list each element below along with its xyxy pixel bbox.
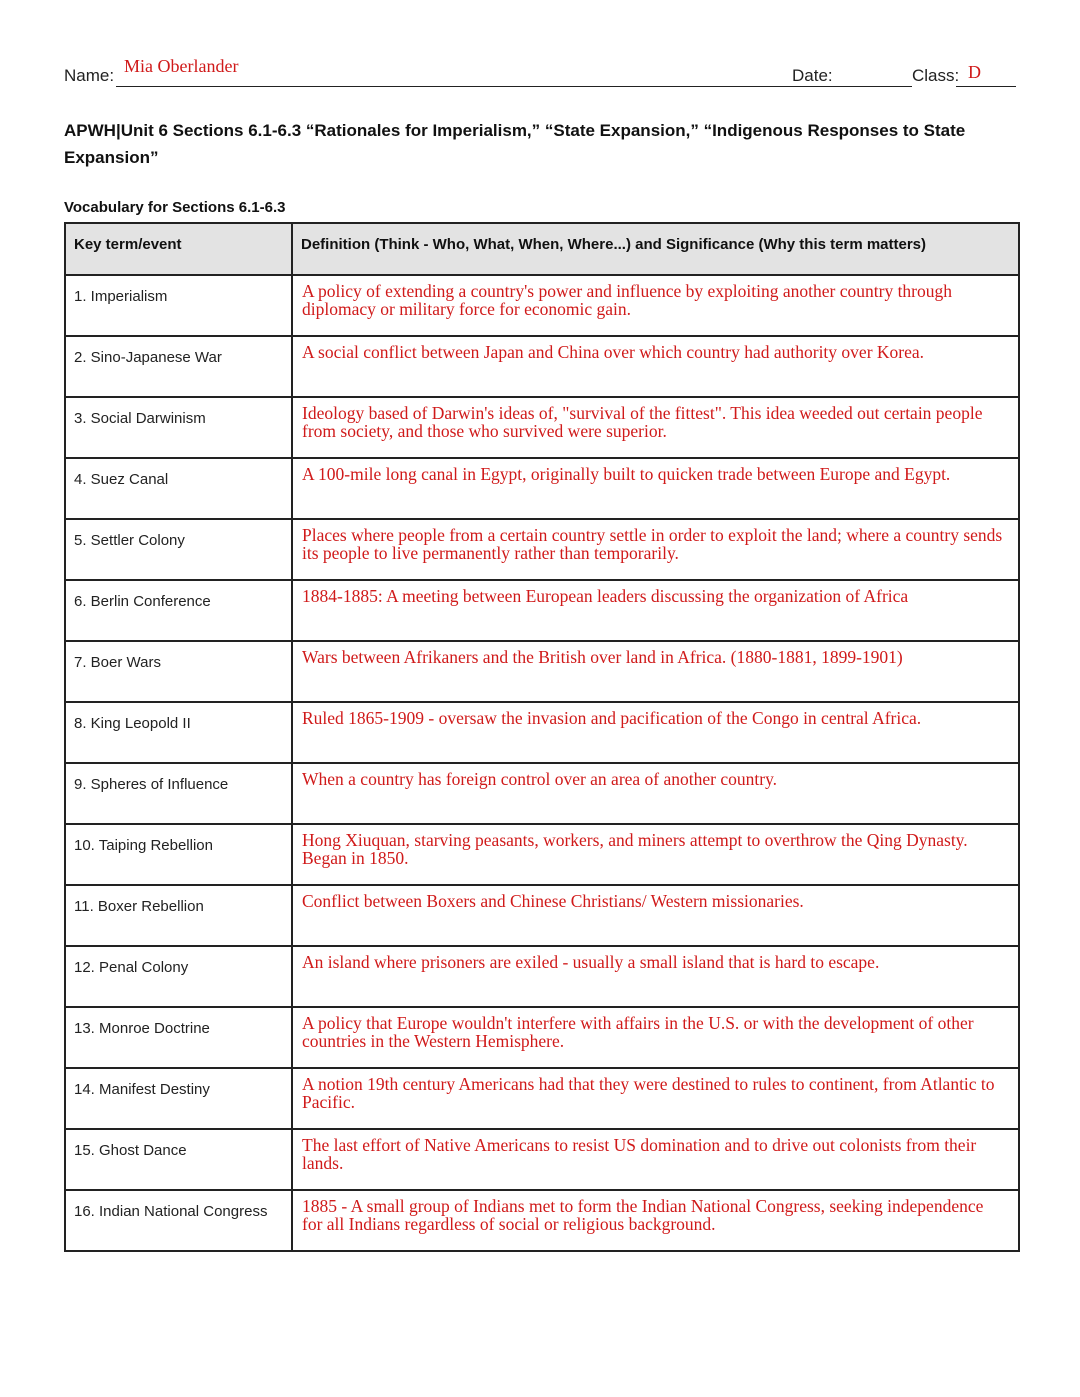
definition-cell[interactable]: A social conflict between Japan and China over which country had authority over Korea.: [292, 336, 1019, 397]
table-row: [65, 702, 1019, 763]
date-field[interactable]: [834, 86, 912, 87]
term-cell: 11. Boxer Rebellion: [65, 885, 292, 946]
definition-cell[interactable]: Places where people from a certain country settle in order to exploit the land; where a country sends its people to live permanently rather than temporarily.: [292, 519, 1019, 580]
name-label: Name:: [64, 66, 115, 85]
table-row: [65, 458, 1019, 519]
table-row: [65, 1190, 1019, 1251]
term-cell: 3. Social Darwinism: [65, 397, 292, 458]
name-value: Mia Oberlander: [124, 56, 239, 76]
definition-cell[interactable]: A policy that Europe wouldn't interfere with affairs in the U.S. or with the development of other countries in the Western Hemisphere.: [292, 1007, 1019, 1068]
vocab-heading: Vocabulary for Sections 6.1-6.3: [64, 199, 286, 216]
term-cell: 15. Ghost Dance: [65, 1129, 292, 1190]
term-cell: 16. Indian National Congress: [65, 1190, 292, 1251]
definition-cell[interactable]: A 100-mile long canal in Egypt, originally built to quicken trade between Europe and Egypt.: [292, 458, 1019, 519]
name-field[interactable]: [116, 86, 854, 87]
term-cell: 10. Taiping Rebellion: [65, 824, 292, 885]
term-cell: 4. Suez Canal: [65, 458, 292, 519]
term-cell: 6. Berlin Conference: [65, 580, 292, 641]
table-row: [65, 885, 1019, 946]
definition-cell[interactable]: A notion 19th century Americans had that they were destined to rules to continent, from Atlantic to Pacific.: [292, 1068, 1019, 1129]
definition-cell[interactable]: Hong Xiuquan, starving peasants, workers, and miners attempt to overthrow the Qing Dynasty. Began in 1850.: [292, 824, 1019, 885]
definition-cell[interactable]: Conflict between Boxers and Chinese Christians/ Western missionaries.: [292, 885, 1019, 946]
table-row: [65, 1129, 1019, 1190]
definition-cell[interactable]: 1884-1885: A meeting between European leaders discussing the organization of Africa: [292, 580, 1019, 641]
table-row: [65, 1007, 1019, 1068]
term-cell: 13. Monroe Doctrine: [65, 1007, 292, 1068]
header: [64, 56, 1016, 88]
definition-cell[interactable]: Ruled 1865-1909 - oversaw the invasion and pacification of the Congo in central Africa.: [292, 702, 1019, 763]
table-row: [65, 580, 1019, 641]
date-label: Date:: [792, 66, 833, 85]
term-cell: 8. King Leopold II: [65, 702, 292, 763]
col-header-term: Key term/event: [65, 223, 292, 275]
vocab-table: [64, 222, 1020, 1252]
definition-cell[interactable]: When a country has foreign control over an area of another country.: [292, 763, 1019, 824]
table-row: [65, 946, 1019, 1007]
table-row: [65, 397, 1019, 458]
definition-cell[interactable]: 1885 - A small group of Indians met to form the Indian National Congress, seeking independence for all Indians regardless of social or religious background.: [292, 1190, 1019, 1251]
term-cell: 7. Boer Wars: [65, 641, 292, 702]
term-cell: 2. Sino-Japanese War: [65, 336, 292, 397]
definition-cell[interactable]: The last effort of Native Americans to resist US domination and to drive out colonists from their lands.: [292, 1129, 1019, 1190]
table-row: [65, 763, 1019, 824]
table-row: [65, 275, 1019, 336]
definition-cell[interactable]: Wars between Afrikaners and the British over land in Africa. (1880-1881, 1899-1901): [292, 641, 1019, 702]
term-cell: 5. Settler Colony: [65, 519, 292, 580]
class-value: D: [968, 62, 981, 82]
table-row: [65, 1068, 1019, 1129]
definition-cell[interactable]: An island where prisoners are exiled - usually a small island that is hard to escape.: [292, 946, 1019, 1007]
term-cell: 14. Manifest Destiny: [65, 1068, 292, 1129]
table-row: [65, 824, 1019, 885]
term-cell: 1. Imperialism: [65, 275, 292, 336]
table-row: [65, 336, 1019, 397]
page-title: APWH|Unit 6 Sections 6.1-6.3 “Rationales for Imperialism,” “State Expansion,” “Indigenous Responses to State Expansion”: [64, 121, 966, 167]
col-header-definition: Definition (Think - Who, What, When, Where...) and Significance (Why this term matters): [292, 223, 1019, 275]
definition-cell[interactable]: Ideology based of Darwin's ideas of, "survival of the fittest". This idea weeded out certain people from society, and those who survived were superior.: [292, 397, 1019, 458]
table-row: [65, 519, 1019, 580]
class-field[interactable]: [956, 86, 1016, 87]
term-cell: 9. Spheres of Influence: [65, 763, 292, 824]
definition-cell[interactable]: A policy of extending a country's power and influence by exploiting another country through diplomacy or military force for economic gain.: [292, 275, 1019, 336]
class-label: Class:: [912, 66, 960, 85]
table-row: [65, 641, 1019, 702]
term-cell: 12. Penal Colony: [65, 946, 292, 1007]
